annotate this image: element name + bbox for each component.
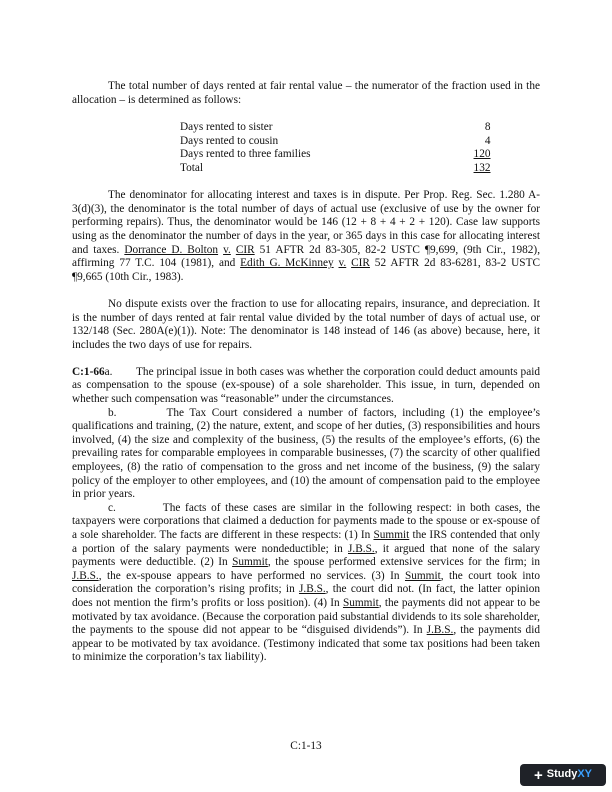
days-rented-table xyxy=(180,121,491,175)
question-66-part-b: b. The Tax Court considered a number of factors, including (1) the employee’s qualifications and training, (2) the nature, extent, and scope of her duties, (3) responsibilities and hours involved, (4) the size and complexity of the business, (5) the results of the employee’s efforts, (6) the prevailing rates for comparable employees in comparable businesses, (7) the scarcity of other qualified employees, (8) the ratio of compensation to the gross and net income of the business, (9) the salary policy of the employer to other employees, and (10) the amount of compensation paid to the employee in prior years. xyxy=(72,406,541,501)
case-name: Edith G. McKinney xyxy=(240,257,334,270)
row-label: Total xyxy=(180,161,204,174)
intro-paragraph: The total number of days rented at fair rental value – the numerator of the fraction used in the allocation – is determined as follows: xyxy=(72,80,540,106)
table-row xyxy=(180,135,491,149)
row-label: Days rented to cousin xyxy=(180,134,279,147)
row-label: Days rented to three families xyxy=(180,148,311,161)
row-value: 120 xyxy=(473,148,491,161)
table-row xyxy=(180,148,491,162)
denominator-paragraph: The denominator for allocating interest and taxes is in dispute. Per Prop. Reg. Sec. 1.280 A-3(d)(3), the denominator is the total number of days of actual use (exclusive of use by the owner for performing repairs). Thus, the denominator would be 146 (12 + 8 + 4 + 2 + 120). Case law supports using as the denominator the number of days in the year, or 365 days in this case for allocating interest and taxes. Dorrance D. Bolton v. CIR 51 AFTR 2d 83-305, 82-2 USTC ¶9,699, (9th Cir., 1982), affirming 77 T.C. 104 (1981), and Edith G. McKinney v. CIR 52 AFTR 2d 83-6281, 83-2 USTC ¶9,665 (10th Cir., 1983). xyxy=(72,189,541,283)
question-number: C:1-66 xyxy=(72,365,105,378)
brand-label: StudyXY xyxy=(546,768,592,781)
table-row xyxy=(180,162,491,176)
page-number: C:1-13 xyxy=(290,740,322,752)
document-page xyxy=(72,80,540,665)
row-value: 8 xyxy=(484,121,491,134)
row-value: 132 xyxy=(473,161,491,174)
question-66-part-c: c. The facts of these cases are similar in the following respect: in both cases, the taxpayers were corporations that claimed a deduction for payments made to the spouse or ex-spouse of a sole shareholder. The facts are different in these respects: (1) In Summit the IRS contended that only a portion of the salary payments were nondeductible; in J.B.S., it argued that none of the salary payments were deductible. (2) In Summit, the spouse performed extensive services for the firm; in J.B.S., the ex-spouse appears to have performed no services. (3) In Summit, the court took into consideration the corporation’s rising profits; in J.B.S., the court did not. (In fact, the latter opinion does not mention the firm’s profits or loss position). (4) In Summit, the payments did not appear to be motivated by tax avoidance. (Because the corporation paid substantial dividends to its sole shareholder, the payments to the spouse did not appear to be “disguised dividends”). In J.B.S., the payments did appear to be motivated by tax avoidance. (Testimony indicated that some tax positions had been taken to minimize the corporation’s tax liability). xyxy=(72,501,540,664)
case-name: Dorrance D. Bolton xyxy=(124,243,219,256)
studyxy-badge[interactable] xyxy=(520,764,606,786)
plus-icon: + xyxy=(533,766,543,784)
question-66-part-a: C:1-66a. The principal issue in both cases was whether the corporation could deduct amounts paid as compensation to the spouse (ex-spouse) of a sole shareholder. This issue, in turn, depended on whether such compensation was “reasonable” under the circumstances. xyxy=(72,365,541,406)
table-row xyxy=(180,121,491,135)
fraction-paragraph: No dispute exists over the fraction to use for allocating repairs, insurance, and depreciation. It is the number of days rented at fair rental value divided by the total number of days of actual use, or 132/148 (Sec. 280A(e)(1)). Note: The denominator is 148 instead of 146 (as above) because, here, it includes the two days of use for repairs. xyxy=(72,297,540,351)
row-label: Days rented to sister xyxy=(180,121,273,134)
row-value: 4 xyxy=(484,134,491,147)
